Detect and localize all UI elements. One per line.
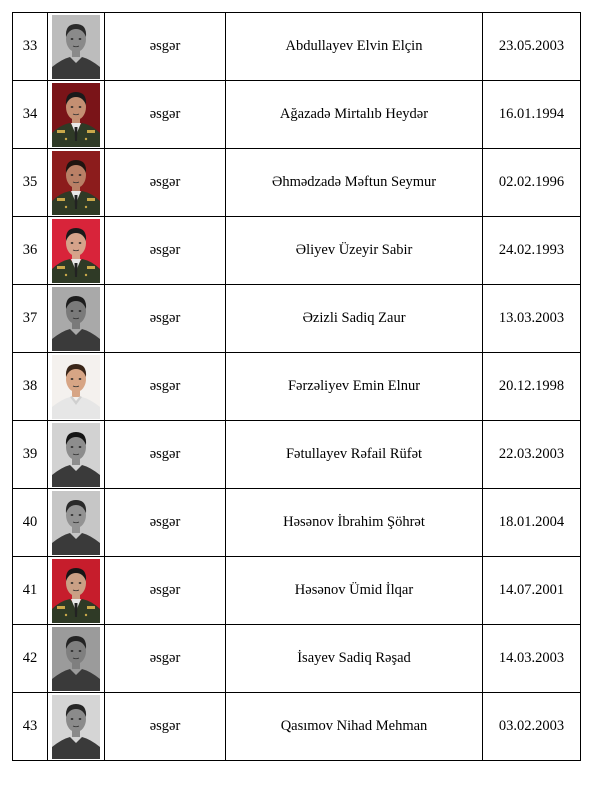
full-name-cell: Ağazadə Mirtalıb Heydər <box>226 81 483 149</box>
rank-cell: əsgər <box>105 149 226 217</box>
full-name-cell: Fərzəliyev Emin Elnur <box>226 353 483 421</box>
portrait-photo <box>52 83 100 147</box>
portrait-photo <box>52 559 100 623</box>
row-number-cell: 35 <box>13 149 48 217</box>
row-number-cell: 42 <box>13 625 48 693</box>
rank-cell: əsgər <box>105 217 226 285</box>
photo-cell <box>48 149 105 217</box>
full-name-cell: Həsənov İbrahim Şöhrət <box>226 489 483 557</box>
full-name-cell: Əzizli Sadiq Zaur <box>226 285 483 353</box>
birth-date-cell: 20.12.1998 <box>483 353 581 421</box>
photo-cell <box>48 693 105 761</box>
row-number-cell: 41 <box>13 557 48 625</box>
photo-cell <box>48 353 105 421</box>
row-number-cell: 38 <box>13 353 48 421</box>
table-row <box>13 81 581 149</box>
row-number-cell: 40 <box>13 489 48 557</box>
portrait-photo <box>52 627 100 691</box>
full-name-cell: Həsənov Ümid İlqar <box>226 557 483 625</box>
rank-cell: əsgər <box>105 81 226 149</box>
portrait-photo <box>52 287 100 351</box>
table-row <box>13 489 581 557</box>
rank-cell: əsgər <box>105 693 226 761</box>
rank-cell: əsgər <box>105 489 226 557</box>
birth-date-cell: 02.02.1996 <box>483 149 581 217</box>
row-number-cell: 36 <box>13 217 48 285</box>
table-row <box>13 693 581 761</box>
portrait-photo <box>52 219 100 283</box>
photo-cell <box>48 625 105 693</box>
portrait-photo <box>52 15 100 79</box>
portrait-photo <box>52 151 100 215</box>
rank-cell: əsgər <box>105 625 226 693</box>
row-number-cell: 34 <box>13 81 48 149</box>
full-name-cell: Əliyev Üzeyir Sabir <box>226 217 483 285</box>
birth-date-cell: 18.01.2004 <box>483 489 581 557</box>
full-name-cell: Qasımov Nihad Mehman <box>226 693 483 761</box>
birth-date-cell: 24.02.1993 <box>483 217 581 285</box>
photo-cell <box>48 285 105 353</box>
full-name-cell: Fətullayev Rəfail Rüfət <box>226 421 483 489</box>
rank-cell: əsgər <box>105 285 226 353</box>
portrait-photo <box>52 491 100 555</box>
rank-cell: əsgər <box>105 421 226 489</box>
rank-cell: əsgər <box>105 353 226 421</box>
table-row <box>13 217 581 285</box>
full-name-cell: İsayev Sadiq Rəşad <box>226 625 483 693</box>
table-row <box>13 353 581 421</box>
photo-cell <box>48 81 105 149</box>
table-row <box>13 625 581 693</box>
birth-date-cell: 03.02.2003 <box>483 693 581 761</box>
rank-cell: əsgər <box>105 13 226 81</box>
row-number-cell: 37 <box>13 285 48 353</box>
birth-date-cell: 16.01.1994 <box>483 81 581 149</box>
roster-table <box>12 12 581 761</box>
photo-cell <box>48 489 105 557</box>
table-row <box>13 421 581 489</box>
birth-date-cell: 22.03.2003 <box>483 421 581 489</box>
table-row <box>13 557 581 625</box>
photo-cell <box>48 13 105 81</box>
rank-cell: əsgər <box>105 557 226 625</box>
table-row <box>13 285 581 353</box>
full-name-cell: Abdullayev Elvin Elçin <box>226 13 483 81</box>
photo-cell <box>48 217 105 285</box>
roster-table-body <box>13 13 581 761</box>
full-name-cell: Əhmədzadə Məftun Seymur <box>226 149 483 217</box>
table-row <box>13 149 581 217</box>
row-number-cell: 43 <box>13 693 48 761</box>
photo-cell <box>48 557 105 625</box>
portrait-photo <box>52 423 100 487</box>
row-number-cell: 39 <box>13 421 48 489</box>
birth-date-cell: 14.07.2001 <box>483 557 581 625</box>
birth-date-cell: 14.03.2003 <box>483 625 581 693</box>
table-row <box>13 13 581 81</box>
birth-date-cell: 23.05.2003 <box>483 13 581 81</box>
birth-date-cell: 13.03.2003 <box>483 285 581 353</box>
row-number-cell: 33 <box>13 13 48 81</box>
portrait-photo <box>52 355 100 419</box>
photo-cell <box>48 421 105 489</box>
portrait-photo <box>52 695 100 759</box>
